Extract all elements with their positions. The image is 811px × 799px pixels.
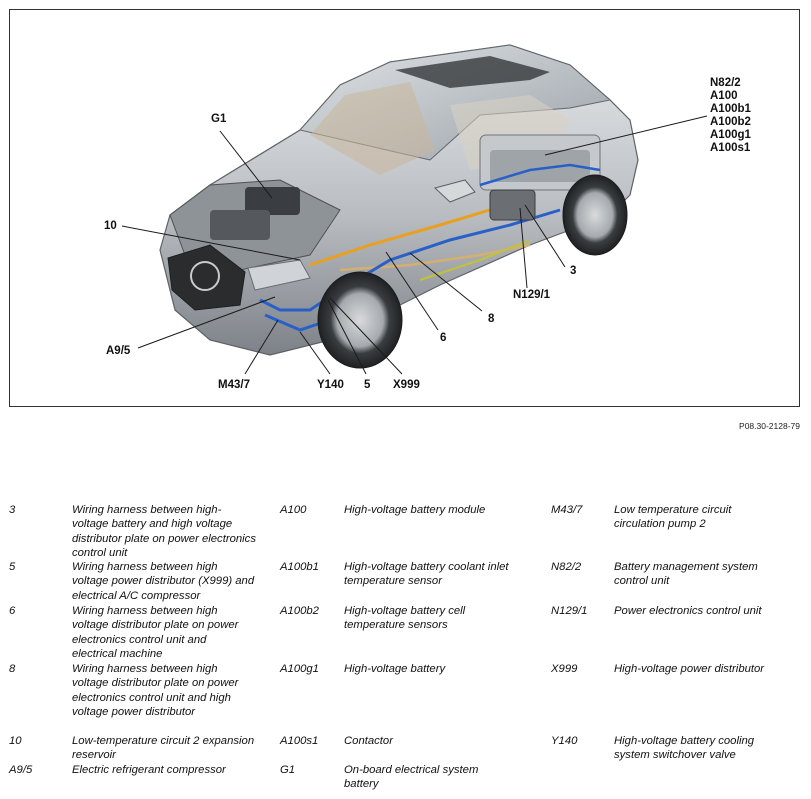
legend-desc: High-voltage battery coolant inlet temperature sensor bbox=[344, 561, 509, 588]
figure-reference: P08.30-2128-79 bbox=[739, 421, 800, 431]
legend-desc: On-board electrical system battery bbox=[344, 764, 479, 791]
vehicle-figure bbox=[9, 9, 800, 407]
legend-code: 3 bbox=[9, 504, 16, 516]
legend-desc: Low temperature circuit circulation pump 2 bbox=[614, 504, 732, 531]
legend-code: M43/7 bbox=[551, 504, 583, 516]
legend-desc: Wiring harness between high voltage distributor plate on power electronics control unit and electrical machine bbox=[72, 605, 239, 661]
legend-code: Y140 bbox=[551, 735, 578, 747]
callout-a100: A100 bbox=[710, 90, 738, 102]
callout-m43-7: M43/7 bbox=[218, 379, 250, 391]
callout-a100b1: A100b1 bbox=[710, 103, 751, 115]
callout-a100g1: A100g1 bbox=[710, 129, 751, 141]
legend-code: N82/2 bbox=[551, 561, 582, 573]
legend-desc: High-voltage power distributor bbox=[614, 663, 765, 675]
legend-desc: Low-temperature circuit 2 expansion reservoir bbox=[72, 735, 255, 762]
legend-code: A100s1 bbox=[280, 735, 319, 747]
callout-8: 8 bbox=[488, 313, 495, 325]
legend-desc: High-voltage battery module bbox=[344, 504, 486, 516]
legend-code: 10 bbox=[9, 735, 22, 747]
callout-6: 6 bbox=[440, 332, 447, 344]
callout-5: 5 bbox=[364, 379, 371, 391]
car-body bbox=[160, 45, 638, 368]
legend-desc: High-voltage battery cell temperature sensors bbox=[344, 605, 466, 632]
callout-3: 3 bbox=[570, 265, 577, 277]
callout-10: 10 bbox=[104, 220, 117, 232]
callout-a9-5: A9/5 bbox=[106, 345, 131, 357]
legend-code: A100g1 bbox=[280, 663, 319, 675]
callout-a100s1: A100s1 bbox=[710, 142, 751, 154]
legend-code: 5 bbox=[9, 561, 16, 573]
legend-desc: High-voltage battery bbox=[344, 663, 446, 675]
callout-x999: X999 bbox=[393, 379, 420, 391]
callout-n129-1: N129/1 bbox=[513, 289, 551, 301]
callout-g1: G1 bbox=[211, 113, 227, 125]
legend-desc: High-voltage battery cooling system switchover valve bbox=[614, 735, 755, 762]
legend-code: A100 bbox=[280, 504, 307, 516]
legend-desc: Contactor bbox=[344, 735, 393, 747]
legend-desc: Wiring harness between high voltage distributor plate on power electronics control unit and high voltage power distributor bbox=[72, 663, 239, 719]
callout-n82-2: N82/2 bbox=[710, 77, 741, 89]
callout-n82-group bbox=[710, 77, 751, 155]
legend-code: N129/1 bbox=[551, 605, 588, 617]
legend-code: G1 bbox=[280, 764, 296, 776]
legend-code: 6 bbox=[9, 605, 16, 617]
legend-code: X999 bbox=[551, 663, 578, 675]
legend-code: A9/5 bbox=[9, 764, 33, 776]
legend-desc: Electric refrigerant compressor bbox=[72, 764, 226, 776]
legend-code: A100b1 bbox=[280, 561, 319, 573]
callout-a100b2: A100b2 bbox=[710, 116, 751, 128]
legend-desc: Wiring harness between high voltage power distributor (X999) and electrical A/C compressor bbox=[72, 561, 255, 602]
legend-code: 8 bbox=[9, 663, 16, 675]
legend-desc: Wiring harness between high-voltage battery and high voltage distributor plate on power electronics control unit bbox=[72, 504, 256, 560]
legend-code: A100b2 bbox=[280, 605, 319, 617]
legend-desc: Battery management system control unit bbox=[614, 561, 758, 588]
legend-desc: Power electronics control unit bbox=[614, 605, 762, 617]
callout-y140: Y140 bbox=[317, 379, 344, 391]
